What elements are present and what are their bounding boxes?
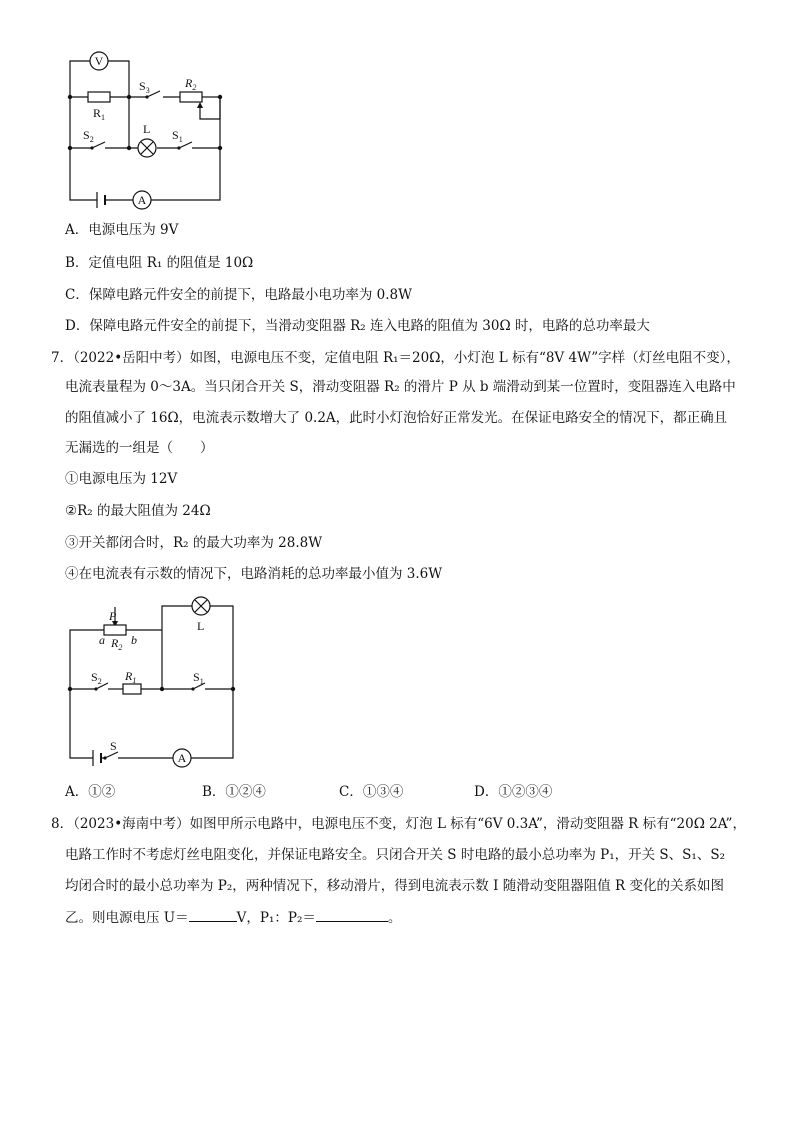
answer-blank-voltage[interactable] — [189, 908, 237, 922]
q6-circuit-diagram — [55, 45, 235, 215]
s-label: S — [110, 739, 117, 753]
resistor-r1 — [88, 92, 110, 102]
q7-statement-4: ④在电流表有示数的情况下，电路消耗的总功率最小值为 3.6W — [65, 566, 443, 582]
lamp-label: L — [197, 619, 205, 633]
q8-stem-line-1: 8．（2023•海南中考）如图甲所示电路中，电源电压不变，灯泡 L 标有“6V 0.3A”，滑动变阻器 R 标有“20Ω 2A”， — [51, 816, 746, 832]
q8-stem-line-3: 均闭合时的最小总功率为 P₂，两种情况下，移动滑片，得到电流表示数 I 随滑动变阻器阻值 R 变化的关系如图 — [65, 878, 724, 894]
s3-label: $S_3$ — [139, 79, 150, 95]
q7-option-c: C．①③④ — [339, 784, 404, 800]
q7-circuit-diagram — [55, 590, 245, 770]
q7-options — [65, 783, 625, 801]
r2-label: $R_2$ — [111, 636, 123, 652]
answer-blank-power-ratio[interactable] — [316, 908, 388, 922]
q7-stem-line-4: 无漏选的一组是（ ） — [65, 440, 214, 456]
end-b-label: b — [131, 633, 137, 647]
q7-statement-3: ③开关都闭合时，R₂ 的最大功率为 28.8W — [65, 535, 323, 551]
q6-option-d: D．保障电路元件安全的前提下，当滑动变阻器 R₂ 连入电路的阻值为 30Ω 时，电路的总功率最大 — [65, 318, 650, 334]
q8-stem-middle: V，P₁：P₂＝ — [236, 910, 316, 926]
q7-statement-2: ②R₂ 的最大阻值为 24Ω — [65, 503, 211, 519]
r1-label: $R_1$ — [93, 106, 106, 122]
q8-stem-line-4 — [65, 908, 401, 927]
s1-label: $S_1$ — [172, 128, 183, 144]
resistor-r1 — [123, 684, 141, 694]
s2-label: $S_2$ — [91, 670, 102, 686]
lamp-label: L — [143, 122, 151, 136]
q8-stem-line-2: 电路工作时不考虑灯丝电阻变化，并保证电路安全。只闭合开关 S 时电路的最小总功率为 P₁，开关 S、S₁、S₂ — [65, 847, 725, 863]
voltmeter-label: V — [94, 54, 104, 68]
q7-stem-line-2: 电流表量程为 0～3A。当只闭合开关 S，滑动变阻器 R₂ 的滑片 P 从 b 端滑动到某一位置时，变阻器连入电路中 — [65, 379, 736, 395]
q6-option-a: A．电源电压为 9V — [65, 222, 179, 238]
r1-label: $R_1$ — [125, 669, 137, 685]
q7-option-b: B．①②④ — [202, 784, 266, 800]
rheostat-r2 — [180, 92, 202, 102]
r2-label: $R_2$ — [185, 76, 197, 92]
slider-p-label: P — [109, 609, 117, 623]
q7-stem-line-1: 7．（2022•岳阳中考）如图，电源电压不变，定值电阻 R₁＝20Ω，小灯泡 L 标有“8V 4W”字样（灯丝电阻不变）， — [51, 350, 740, 366]
ammeter-label: A — [177, 751, 187, 765]
end-a-label: a — [99, 633, 105, 647]
q8-stem-text: 乙。则电源电压 U＝ — [65, 910, 189, 926]
q6-option-c: C．保障电路元件安全的前提下，电路最小电功率为 0.8W — [65, 287, 412, 303]
q7-stem-line-3: 的阻值减小了 16Ω，电流表示数增大了 0.2A，此时小灯泡恰好正常发光。在保证电路安全的情况下，都正确且 — [65, 410, 728, 426]
q7-option-d: D．①②③④ — [474, 784, 553, 800]
ammeter-label: A — [137, 193, 147, 207]
q7-statement-1: ①电源电压为 12V — [65, 471, 178, 487]
q7-option-a: A．①② — [65, 784, 116, 800]
rheostat-r2 — [104, 625, 126, 635]
q6-option-b: B．定值电阻 R₁ 的阻值是 10Ω — [65, 255, 254, 271]
s1-label: $S_1$ — [193, 670, 204, 686]
s2-label: $S_2$ — [83, 128, 94, 144]
q8-stem-end: 。 — [387, 910, 402, 926]
